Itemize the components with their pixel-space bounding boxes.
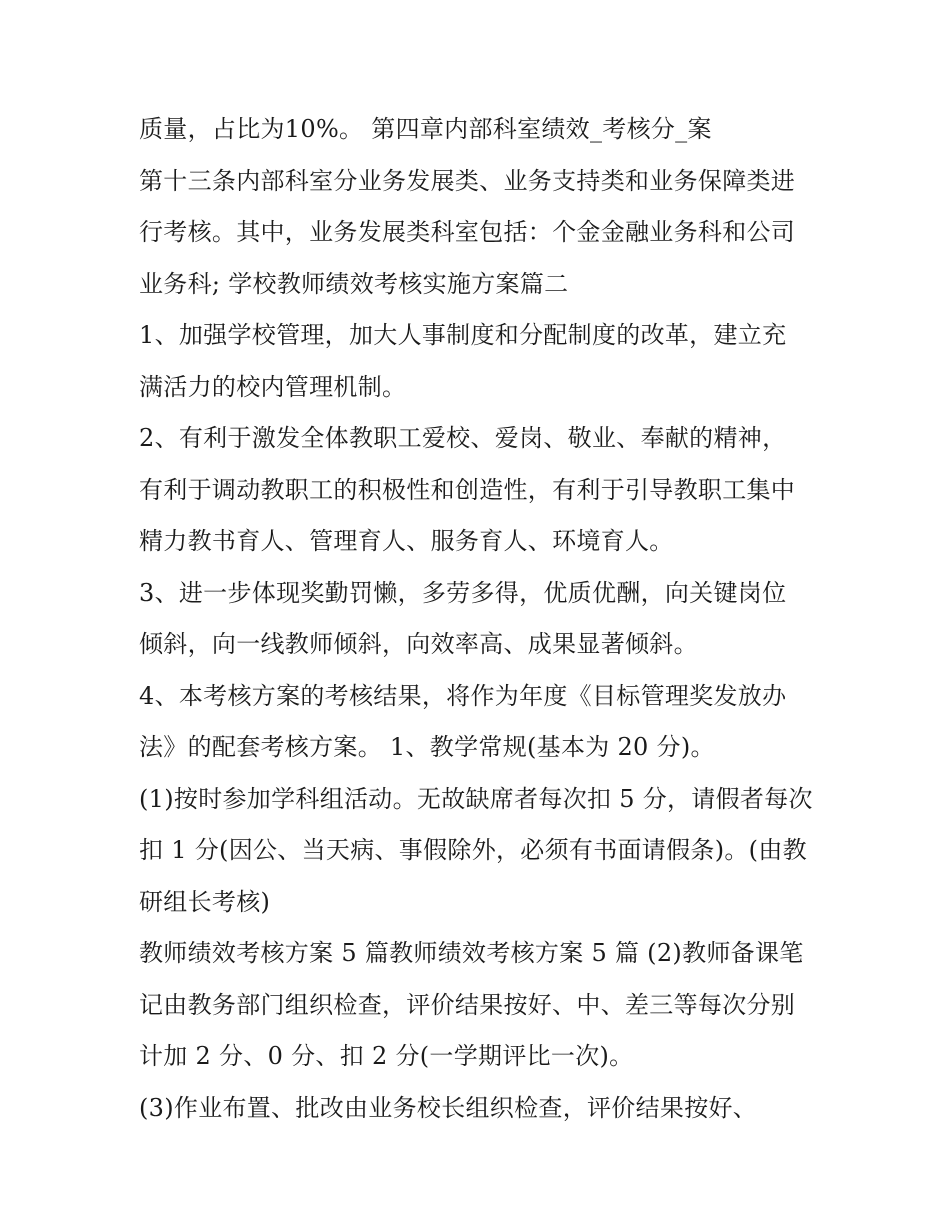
document-body [139, 104, 819, 1134]
text-line: 记由教务部门组织检查，评价结果按好、中、差三等每次分别 [139, 990, 796, 1019]
text-line: 法》的配套考核方案。 1、教学常规(基本为 20 分)。 [139, 733, 715, 761]
text-line: 业务科; 学校教师绩效考核实施方案篇二 [139, 269, 569, 298]
text-line: 有利于调动教职工的积极性和创造性，有利于引导教职工集中 [139, 475, 796, 504]
text-line: 质量，占比为10%。 第四章内部科室绩效_考核分_案 [139, 115, 712, 143]
text-line: (1)按时参加学科组活动。无故缺席者每次扣 5 分，请假者每次 [139, 784, 813, 813]
text-line: 教师绩效考核方案 5 篇教师绩效考核方案 5 篇 (2)教师备课笔 [139, 939, 804, 967]
text-line: 满活力的校内管理机制。 [139, 372, 407, 401]
text-line: 1、加强学校管理，加大人事制度和分配制度的改革，建立充 [139, 321, 787, 349]
text-line: (3)作业布置、批改由业务校长组织检查，评价结果按好、 [139, 1093, 758, 1122]
text-line: 精力教书育人、管理育人、服务育人、环境育人。 [139, 527, 674, 555]
text-line: 2、有利于激发全体教职工爱校、爱岗、敬业、奉献的精神， [139, 424, 787, 452]
text-line: 行考核。其中，业务发展类科室包括：个金金融业务科和公司 [139, 218, 796, 246]
text-line: 扣 1 分(因公、当天病、事假除外，必须有书面请假条)。(由教 [139, 836, 807, 864]
text-line: 4、本考核方案的考核结果，将作为年度《目标管理奖发放办 [139, 681, 787, 710]
text-line: 3、进一步体现奖勤罚懒，多劳多得，优质优酬，向关键岗位 [139, 578, 787, 607]
text-line: 研组长考核) [139, 887, 271, 916]
text-line: 计加 2 分、0 分、扣 2 分(一学期评比一次)。 [139, 1042, 634, 1070]
text-line: 第十三条内部科室分业务发展类、业务支持类和业务保障类进 [139, 166, 796, 195]
text-line: 倾斜，向一线教师倾斜，向效率高、成果显著倾斜。 [139, 630, 698, 658]
